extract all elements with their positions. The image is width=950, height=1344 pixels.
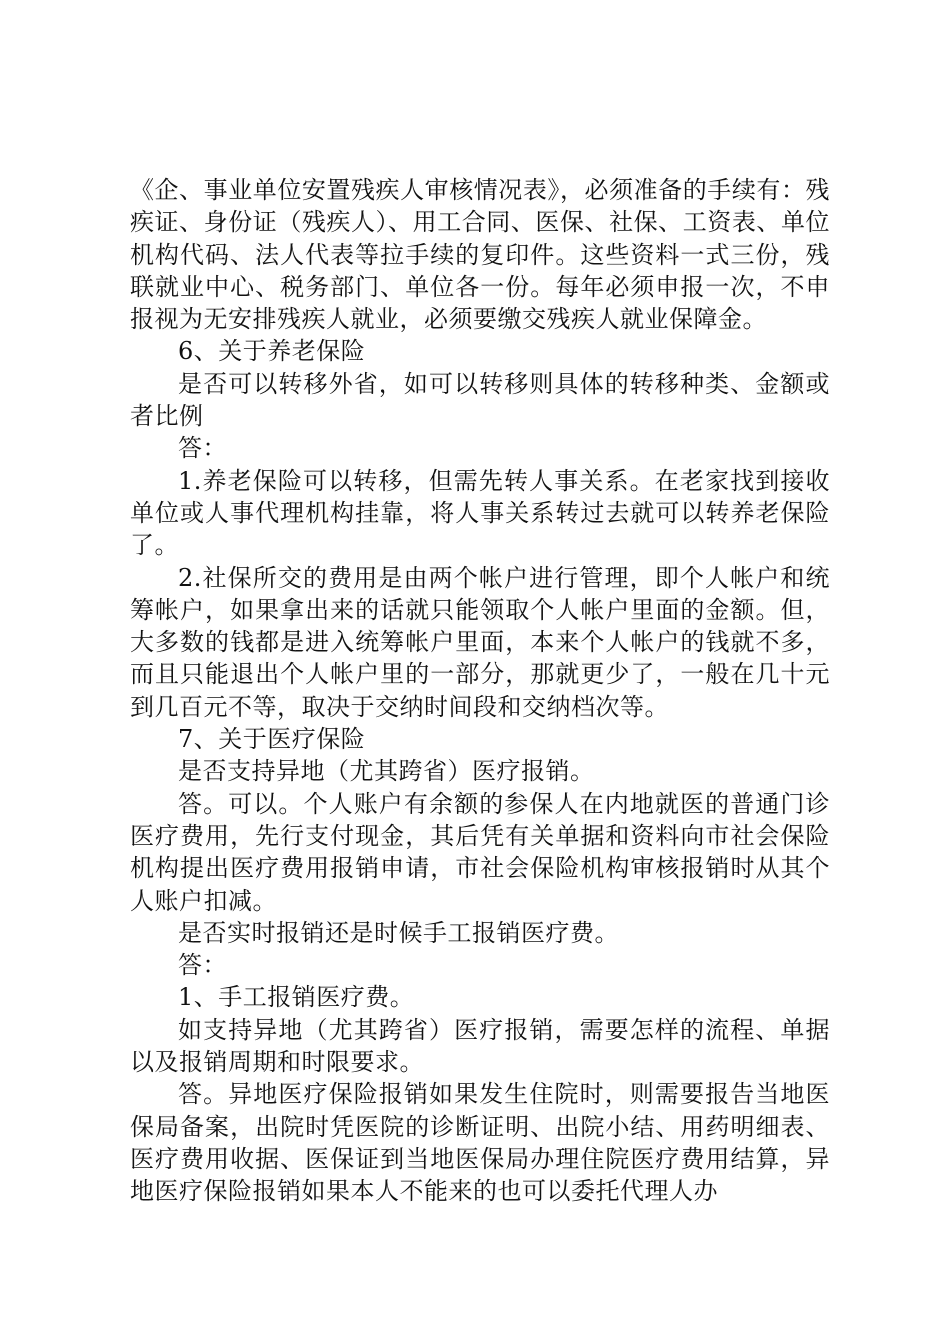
heading-medical-insurance: 7、关于医疗保险 xyxy=(178,725,366,754)
answer-remote-reimbursement: 答。可以。个人账户有余额的参保人在内地就医的普通门诊医疗费用，先行支付现金，其后凭有关单据和资料向市社会保险机构提出医疗费用报销申请，市社会保险机构审核报销时从其个人账户扣减。 xyxy=(130,789,830,915)
answer-manual-reimbursement: 1、手工报销医疗费。 xyxy=(178,983,415,1012)
question-pension-transfer: 是否可以转移外省，如可以转移则具体的转移种类、金额或者比例 xyxy=(130,369,830,431)
question-reimbursement-process: 如支持异地（尤其跨省）医疗报销，需要怎样的流程、单据以及报销周期和时限要求。 xyxy=(130,1015,830,1077)
paragraph-disabled-employment-procedures: 《企、事业单位安置残疾人审核情况表》，必须准备的手续有：残疾证、身份证（残疾人）、用工合同、医保、社保、工资表、单位机构代码、法人代表等拉手续的复印件。这些资料一式三份，残联就业中心、税务部门、单位各一份。每年必须申报一次，不申报视为无安排残疾人就业，必须要缴交残疾人就业保障金。 xyxy=(130,176,830,334)
document-body xyxy=(130,174,830,1208)
question-realtime-reimbursement: 是否实时报销还是时候手工报销医疗费。 xyxy=(178,918,619,947)
answer-label: 答： xyxy=(178,434,227,463)
answer-reimbursement-process: 答。异地医疗保险报销如果发生住院时，则需要报告当地医保局备案，出院时凭医院的诊断证明、出院小结、用药明细表、医疗费用收据、医保证到当地医保局办理住院医疗费用结算，异地医疗保险报销如果本人不能来的也可以委托代理人办 xyxy=(130,1080,830,1206)
answer-pension-point-1: 1.养老保险可以转移，但需先转人事关系。在老家找到接收单位或人事代理机构挂靠，将人事关系转过去就可以转养老保险了。 xyxy=(130,466,830,560)
heading-pension-insurance: 6、关于养老保险 xyxy=(178,337,366,366)
answer-pension-point-2: 2.社保所交的费用是由两个帐户进行管理，即个人帐户和统筹帐户，如果拿出来的话就只能领取个人帐户里面的金额。但，大多数的钱都是进入统筹帐户里面，本来个人帐户的钱就不多，而且只能退出个人帐户里的一部分，那就更少了，一般在几十元到几百元不等，取决于交纳时间段和交纳档次等。 xyxy=(130,563,830,721)
question-remote-reimbursement: 是否支持异地（尤其跨省）医疗报销。 xyxy=(178,757,595,786)
answer-label: 答： xyxy=(178,951,227,980)
